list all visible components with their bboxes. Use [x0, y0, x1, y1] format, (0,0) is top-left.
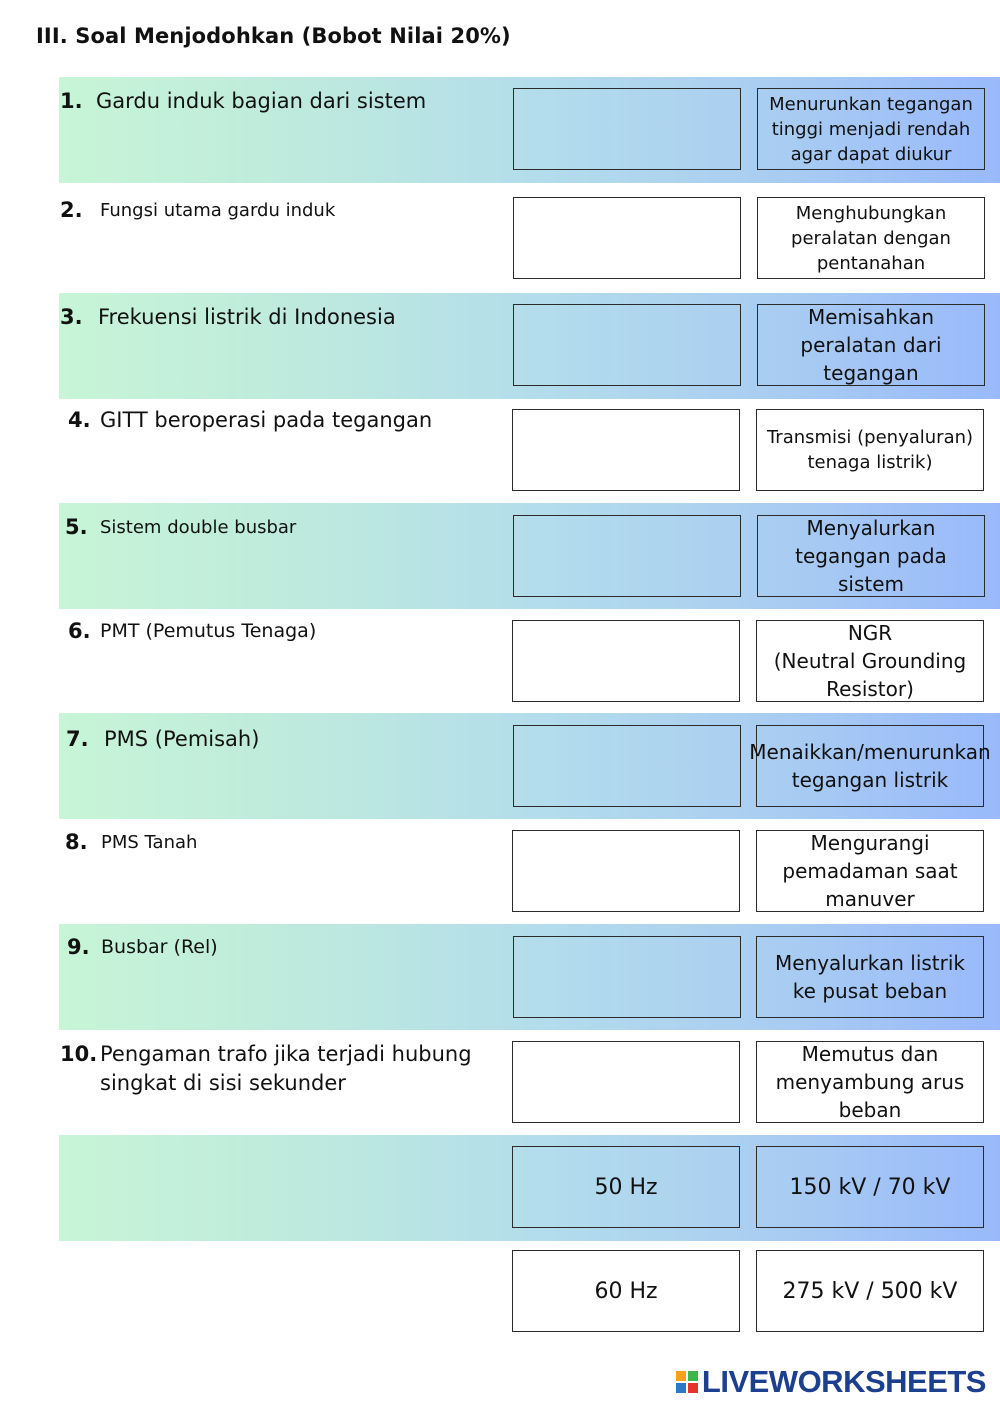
question-number: 2.: [60, 198, 83, 222]
question-7: [60, 725, 500, 754]
option-card[interactable]: Menyalurkan tegangan pada sistem: [757, 515, 985, 597]
option-card[interactable]: NGR (Neutral Grounding Resistor): [756, 620, 984, 702]
answer-box-8[interactable]: [512, 830, 740, 912]
liveworksheets-logo: [676, 1364, 986, 1400]
question-text: GITT beroperasi pada tegangan: [100, 408, 433, 432]
answer-box-6[interactable]: [512, 620, 740, 702]
answer-box-9[interactable]: [513, 936, 741, 1018]
logo-square-icon: [688, 1383, 698, 1393]
answer-box-4[interactable]: [512, 409, 740, 491]
option-card[interactable]: Menaikkan/menurunkan tegangan listrik: [756, 725, 984, 807]
question-text: PMT (Pemutus Tenaga): [100, 620, 317, 642]
question-text: Frekuensi listrik di Indonesia: [98, 305, 396, 329]
question-5: [60, 513, 500, 542]
option-card[interactable]: Menurunkan tegangan tinggi menjadi rendah agar dapat diukur: [757, 88, 985, 170]
answer-box-2[interactable]: [513, 197, 741, 279]
answer-box-7[interactable]: [513, 725, 741, 807]
answer-box-10[interactable]: [512, 1041, 740, 1123]
option-card[interactable]: Memisahkan peralatan dari tegangan: [757, 304, 985, 386]
question-text: PMS Tanah: [101, 832, 198, 853]
question-text: Busbar (Rel): [101, 936, 218, 958]
question-2: [60, 196, 500, 225]
question-10: [60, 1040, 500, 1098]
question-number: 3.: [60, 305, 83, 329]
question-number: 1.: [60, 89, 83, 113]
option-card[interactable]: Menghubungkan peralatan dengan pentanahan: [757, 197, 985, 279]
logo-square-icon: [676, 1371, 686, 1381]
option-card[interactable]: Memutus dan menyambung arus beban: [756, 1041, 984, 1123]
logo-mark-icon: [676, 1371, 698, 1393]
question-number: 6.: [68, 619, 91, 643]
question-number: 4.: [68, 408, 91, 432]
option-card[interactable]: 50 Hz: [512, 1146, 740, 1228]
option-card[interactable]: Transmisi (penyaluran) tenaga listrik): [756, 409, 984, 491]
option-card[interactable]: Menyalurkan listrik ke pusat beban: [756, 936, 984, 1018]
question-1: [60, 87, 500, 116]
question-number: 8.: [65, 830, 88, 854]
question-4: [60, 406, 500, 435]
logo-text: LIVEWORKSHEETS: [701, 1364, 986, 1399]
answer-box-5[interactable]: [513, 515, 741, 597]
option-card[interactable]: Mengurangi pemadaman saat manuver: [756, 830, 984, 912]
question-number: 10.: [60, 1042, 98, 1066]
answer-box-3[interactable]: [513, 304, 741, 386]
answer-box-1[interactable]: [513, 88, 741, 170]
question-number: 7.: [66, 727, 89, 751]
question-8: [60, 828, 500, 857]
question-9: [60, 933, 500, 962]
question-text: PMS (Pemisah): [104, 727, 260, 751]
option-card[interactable]: 60 Hz: [512, 1250, 740, 1332]
question-text: Pengaman trafo jika terjadi hubung singkat di sisi sekunder: [100, 1042, 472, 1095]
question-6: [60, 617, 500, 646]
question-number: 9.: [67, 935, 90, 959]
section-title: III. Soal Menjodohkan (Bobot Nilai 20%): [36, 24, 511, 48]
question-text: Fungsi utama gardu induk: [100, 200, 336, 221]
question-3: [60, 303, 500, 332]
question-text: Sistem double busbar: [100, 517, 297, 538]
question-number: 5.: [65, 515, 88, 539]
option-card[interactable]: 275 kV / 500 kV: [756, 1250, 984, 1332]
question-text: Gardu induk bagian dari sistem: [96, 89, 427, 113]
option-card[interactable]: 150 kV / 70 kV: [756, 1146, 984, 1228]
logo-square-icon: [688, 1371, 698, 1381]
logo-square-icon: [676, 1383, 686, 1393]
